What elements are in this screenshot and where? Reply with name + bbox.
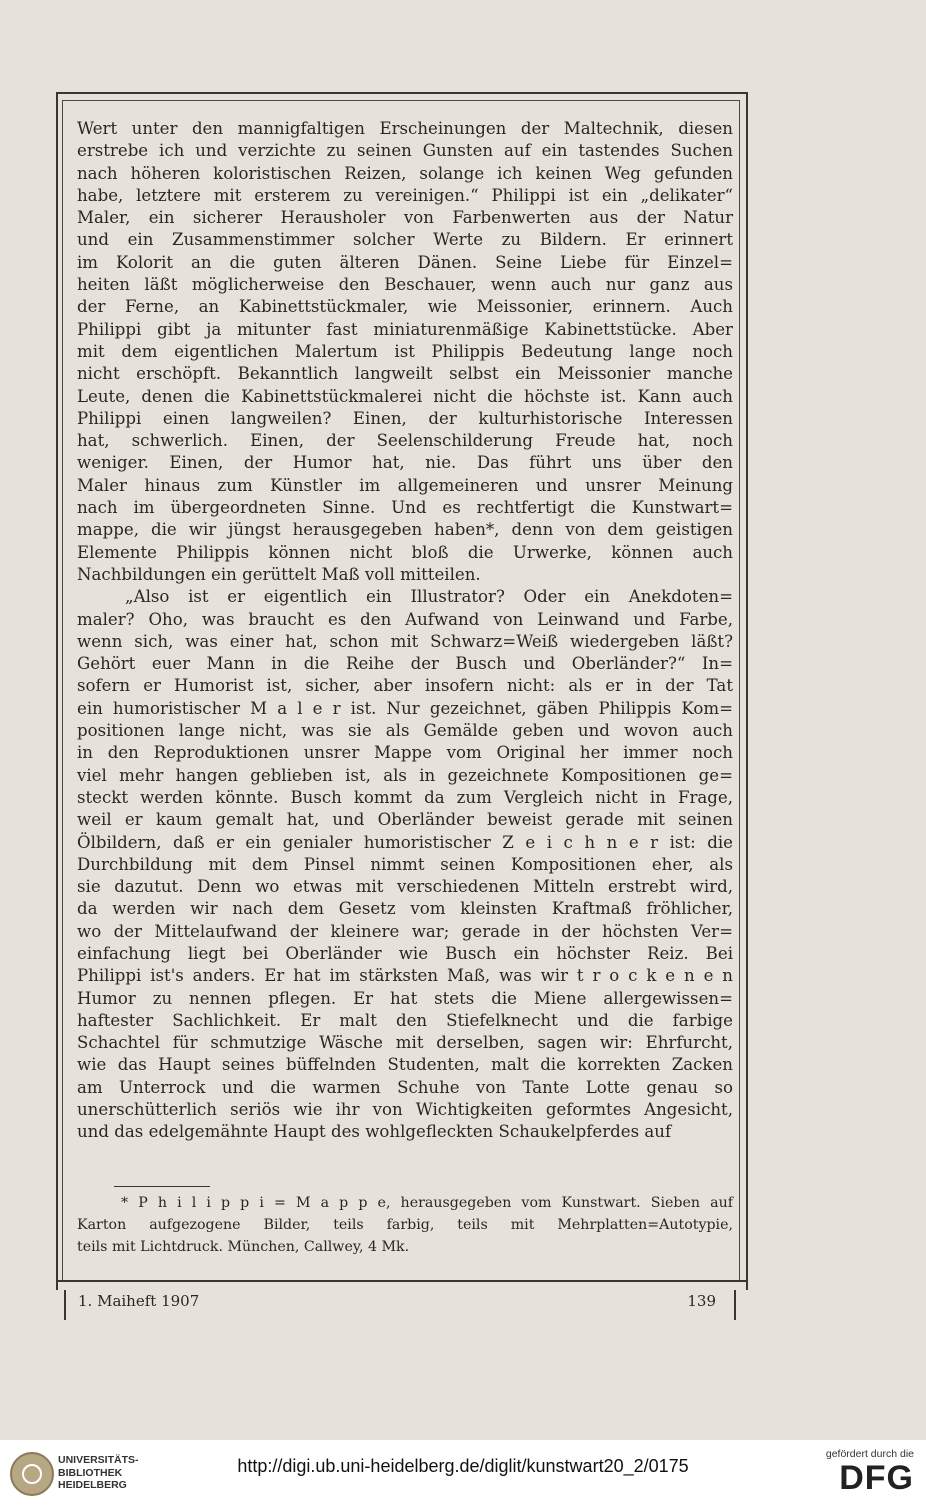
text-line: in den Reproduktionen unsrer Mappe vom Original her immer noch [77, 743, 733, 763]
text-line: heiten läßt möglicherweise den Beschauer, wenn auch nur ganz aus [77, 275, 733, 295]
text-line: nach höheren koloristischen Reizen, solange ich keinen Weg gefunden [77, 163, 733, 183]
text-line: Nachbildungen ein gerüttelt Maß voll mitteilen. [77, 564, 481, 584]
body-text [77, 118, 733, 1144]
issue-label: 1. Maiheft 1907 [78, 1292, 200, 1310]
text-line: Leute, denen die Kabinettstückmalerei nicht die höchste ist. Kann auch [77, 386, 733, 406]
text-line: weniger. Einen, der Humor hat, nie. Das führt uns über den [77, 453, 733, 473]
text-line: Humor zu nennen pflegen. Er hat stets die Miene allergewissen= [77, 988, 733, 1008]
text-line: sie dazutut. Denn wo etwas mit verschiedenen Mitteln erstrebt wird, [77, 877, 733, 897]
text-line: wie das Haupt seines büffelnden Studenten, malt die korrekten Zacken [77, 1055, 733, 1075]
text-line: Durchbildung mit dem Pinsel nimmt seinen Kompositionen eher, als [77, 854, 733, 874]
footer-left-bar [64, 1290, 66, 1320]
text-line: Schachtel für schmutzige Wäsche mit derselben, sagen wir: Ehrfurcht, [77, 1033, 733, 1053]
text-line: nicht erschöpft. Bekanntlich langweilt selbst ein Meissonier manche [77, 364, 733, 384]
text-line: wo der Mittelaufwand der kleinere war; gerade in der höchsten Ver= [77, 921, 733, 941]
text-line: erstrebe ich und verzichte zu seinen Gunsten auf ein tastendes Suchen [77, 141, 733, 161]
text-line: im Kolorit an die guten älteren Dänen. Seine Liebe für Einzel= [77, 252, 733, 272]
text-line: da werden wir nach dem Gesetz vom kleinsten Kraftmaß fröhlicher, [77, 899, 733, 919]
text-line: hat, schwerlich. Einen, der Seelenschilderung Freude hat, noch [77, 431, 733, 451]
text-line: Philippi einen langweilen? Einen, der kulturhistorische Interessen [77, 408, 733, 428]
text-line: Elemente Philippis können nicht bloß die Urwerke, können auch [77, 542, 733, 562]
text-line: viel mehr hangen geblieben ist, als in gezeichnete Kompositionen ge= [77, 765, 733, 785]
page-frame-bottom-rule [56, 1280, 746, 1282]
text-line: wenn sich, was einer hat, schon mit Schwarz=Weiß wiedergeben läßt? [77, 631, 733, 651]
text-line: nach im übergeordneten Sinne. Und es rechtfertigt die Kunstwart= [77, 498, 733, 518]
text-line: der Ferne, an Kabinettstückmaler, wie Meissonier, erinnern. Auch [77, 297, 733, 317]
text-line: Philippi gibt ja mitunter fast miniaturenmäßige Kabinettstücke. Aber [77, 319, 733, 339]
dfg-wordmark: DFG [839, 1459, 914, 1497]
footnote-line: teils mit Lichtdruck. München, Callwey, 4 Mk. [77, 1239, 410, 1255]
footnote-line: Karton aufgezogene Bilder, teils farbig, teils mit Mehrplatten=Autotypie, [77, 1217, 733, 1233]
text-line: am Unterrock und die warmen Schuhe von Tante Lotte genau so [77, 1077, 733, 1097]
text-line: sofern er Humorist ist, sicher, aber insofern nicht: als er in der Tat [77, 676, 733, 696]
library-name: UNIVERSITÄTS- BIBLIOTHEK HEIDELBERG [58, 1454, 139, 1491]
text-line: haftester Sachlichkeit. Er malt den Stiefelknecht und die farbige [77, 1010, 733, 1030]
text-line: steckt werden könnte. Busch kommt da zum Vergleich nicht in Frage, [77, 787, 733, 807]
text-line: Gehört euer Mann in die Reihe der Busch und Oberländer?“ In= [77, 654, 733, 674]
text-line: maler? Oho, was braucht es den Aufwand von Leinwand und Farbe, [77, 609, 733, 629]
text-line: „Also ist er eigentlich ein Illustrator? Oder ein Anekdoten= [125, 587, 733, 607]
text-line: Philippi ist's anders. Er hat im stärksten Maß, was wir t r o c k e n e n [77, 966, 733, 986]
text-line: positionen lange nicht, was sie als Gemälde geben und wovon auch [77, 721, 733, 741]
footnote-line: * P h i l i p p i = M a p p e, herausgegeben vom Kunstwart. Sieben auf [121, 1195, 733, 1211]
footer-right-bar [734, 1290, 736, 1320]
text-line: Wert unter den mannigfaltigen Erscheinungen der Maltechnik, diesen [77, 119, 733, 138]
text-line: und ein Zusammenstimmer solcher Werte zu Bildern. Er erinnert [77, 230, 733, 250]
page-footer [62, 1290, 738, 1318]
text-line: ein humoristischer M a l e r ist. Nur gezeichnet, gäben Philippis Kom= [77, 698, 733, 718]
dfg-logo[interactable] [804, 1448, 914, 1496]
text-line: und das edelgemähnte Haupt des wohlgefleckten Schaukelpferdes auf [77, 1122, 672, 1142]
text-line: mappe, die wir jüngst herausgegeben haben*, denn von dem geistigen [77, 520, 733, 540]
text-line: Maler, ein sicherer Herausholer von Farbenwerten aus der Natur [77, 208, 733, 228]
funder-note: gefördert durch die [825, 1448, 914, 1460]
text-line: unerschütterlich seriös wie ihr von Wichtigkeiten geformtes Angesicht, [77, 1100, 733, 1120]
page-number: 139 [687, 1292, 716, 1310]
text-line: mit dem eigentlichen Malertum ist Philippis Bedeutung lange noch [77, 341, 733, 361]
footnote-separator [114, 1186, 210, 1187]
footnote [77, 1192, 733, 1258]
text-line: habe, letztere mit ersterem zu vereinigen.“ Philippi ist ein „delikater“ [77, 185, 733, 205]
text-line: Maler hinaus zum Künstler im allgemeineren und unsrer Meinung [77, 475, 733, 495]
text-line: Ölbildern, daß er ein genialer humoristischer Z e i c h n e r ist: die [77, 832, 733, 852]
document-url[interactable]: http://digi.ub.uni-heidelberg.de/diglit/kunstwart20_2/0175 [237, 1456, 689, 1476]
text-line: weil er kaum gemalt hat, und Oberländer beweist gerade mit seinen [77, 810, 733, 830]
text-line: einfachung liegt bei Oberländer wie Busch ein höchster Reiz. Bei [77, 943, 733, 963]
